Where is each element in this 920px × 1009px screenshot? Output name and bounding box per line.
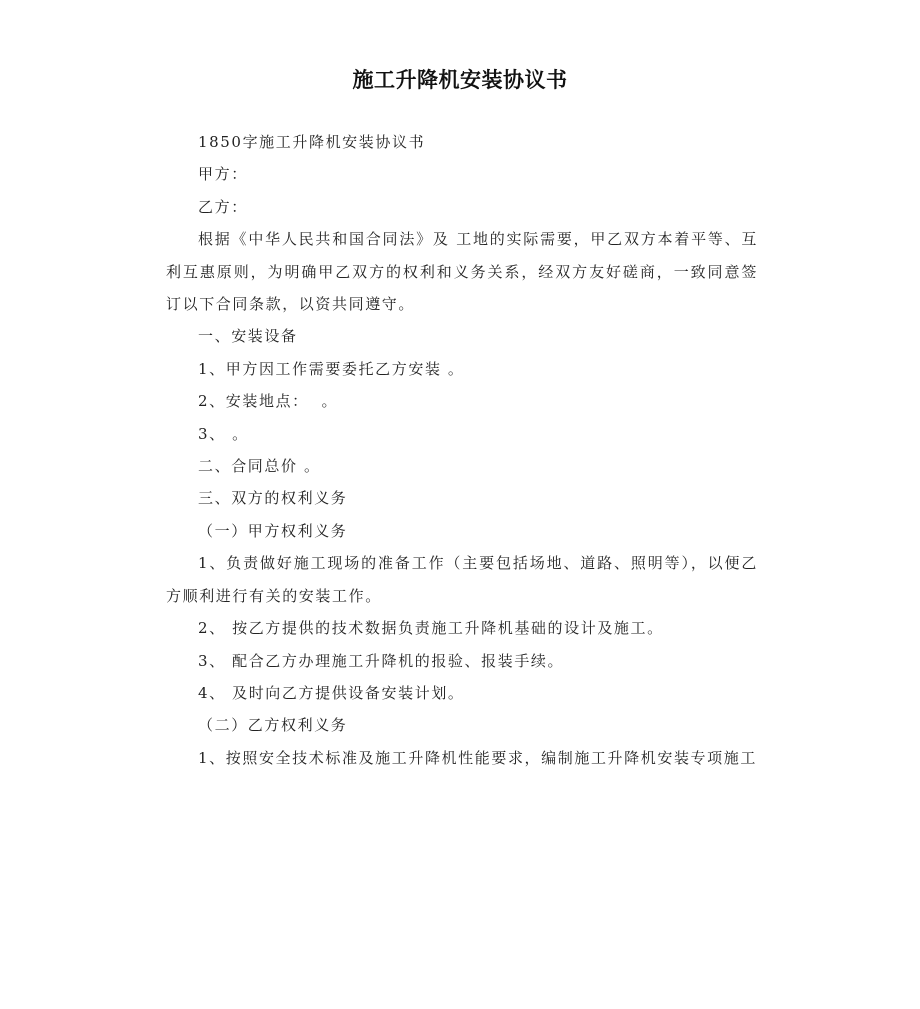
subsection-heading-party-a: （一）甲方权利义务 — [198, 521, 348, 540]
paragraph-preamble: 根据《中华人民共和国合同法》及 工地的实际需要，甲乙双方本着平等、互利互惠原则，为明确甲乙双方的权利和义务关系，经双方友好磋商，一致同意签订以下合同条款，以资共同遵守。 — [166, 230, 758, 314]
paragraph-item: 1、负责做好施工现场的准备工作（主要包括场地、道路、照明等），以便乙方顺利进行有关的安装工作。 — [166, 554, 758, 605]
paragraph-item: 1、按照安全技术标准及施工升降机性能要求，编制施工升降机安装专项施工 — [198, 748, 757, 767]
section-heading-installation-equipment: 一、安装设备 — [198, 327, 298, 346]
paragraph-item: 3、 配合乙方办理施工升降机的报验、报装手续。 — [198, 651, 565, 670]
paragraph-item: 3、 。 — [198, 424, 249, 443]
paragraph-party-a: 甲方： — [198, 165, 248, 184]
paragraph-item: 4、 及时向乙方提供设备安装计划。 — [198, 683, 465, 702]
paragraph-item: 2、 按乙方提供的技术数据负责施工升降机基础的设计及施工。 — [198, 619, 664, 638]
subsection-heading-party-b: （二）乙方权利义务 — [198, 716, 348, 735]
paragraph-item: 2、安装地点： 。 — [198, 392, 339, 411]
paragraph-word-count: 1850字施工升降机安装协议书 — [198, 133, 426, 151]
paragraph-party-b: 乙方： — [198, 197, 248, 216]
section-heading-contract-price: 二、合同总价 。 — [198, 457, 321, 476]
paragraph-item: 1、甲方因工作需要委托乙方安装 。 — [198, 359, 465, 378]
section-heading-rights-obligations: 三、双方的权利义务 — [198, 489, 348, 508]
document-body — [166, 126, 758, 774]
document-title: 施工升降机安装协议书 — [352, 68, 568, 92]
